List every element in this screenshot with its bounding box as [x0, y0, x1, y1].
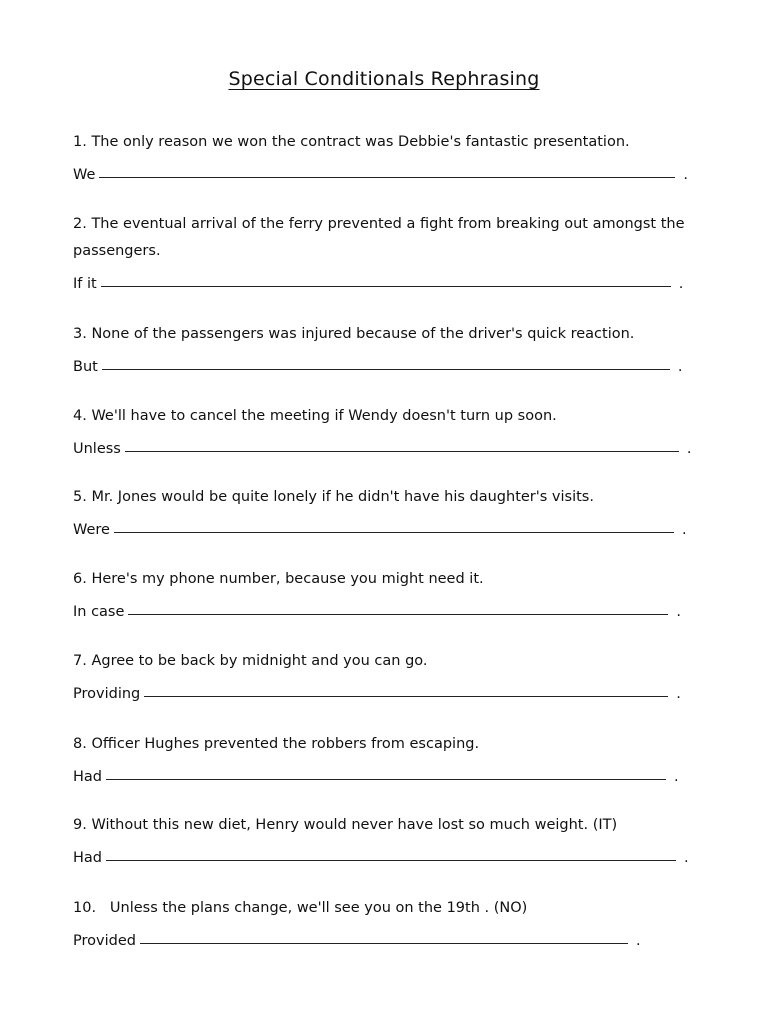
answer-line [73, 348, 693, 375]
exercise-item-8 [73, 731, 693, 785]
answer-line [73, 430, 693, 457]
exercise-prompt: 8. Officer Hughes prevented the robbers from escaping. [73, 736, 480, 752]
answer-line [73, 675, 693, 702]
exercise-item-10 [73, 895, 693, 949]
exercise-item-5 [73, 484, 693, 538]
sentence-period: . [677, 359, 683, 375]
sentence-period: . [683, 167, 689, 183]
exercise-item-7 [73, 648, 693, 702]
answer-blank[interactable] [99, 177, 675, 178]
exercise-prompt: 3. None of the passengers was injured because of the driver's quick reaction. [73, 326, 635, 342]
sentence-starter: Had [73, 850, 102, 866]
answer-blank[interactable] [114, 532, 674, 533]
exercise-prompt: 9. Without this new diet, Henry would never have lost so much weight. (IT) [73, 817, 618, 833]
sentence-starter: Providing [73, 686, 141, 702]
sentence-period: . [684, 850, 689, 866]
answer-line [73, 511, 693, 538]
sentence-starter: In case [73, 604, 125, 620]
sentence-period: . [678, 276, 684, 292]
sentence-starter: We [73, 167, 96, 183]
answer-blank[interactable] [125, 451, 679, 452]
exercise-prompt: 7. Agree to be back by midnight and you can go. [73, 653, 428, 669]
sentence-starter: Unless [73, 441, 121, 457]
sentence-starter: Provided [73, 933, 136, 949]
exercise-item-6 [73, 566, 693, 620]
answer-blank[interactable] [140, 943, 628, 944]
sentence-period: . [686, 441, 692, 457]
answer-line [73, 922, 693, 949]
sentence-period: . [676, 604, 682, 620]
answer-line [73, 156, 693, 183]
exercise-prompt: 4. We'll have to cancel the meeting if Wendy doesn't turn up soon. [73, 408, 557, 424]
answer-line [73, 265, 693, 292]
sentence-starter: Had [73, 769, 102, 785]
exercise-item-2 [73, 211, 693, 292]
answer-blank[interactable] [106, 860, 676, 861]
answer-line [73, 593, 693, 620]
sentence-starter: If it [73, 276, 97, 292]
sentence-starter: But [73, 359, 98, 375]
exercise-item-9 [73, 812, 693, 866]
answer-blank[interactable] [128, 614, 668, 615]
answer-blank[interactable] [102, 369, 670, 370]
exercise-prompt: 5. Mr. Jones would be quite lonely if he didn't have his daughter's visits. [73, 489, 594, 505]
answer-line [73, 839, 693, 866]
sentence-period: . [676, 686, 681, 702]
exercise-item-3 [73, 321, 693, 375]
sentence-period: . [635, 933, 641, 949]
sentence-starter: Were [73, 522, 110, 538]
sentence-period: . [674, 769, 679, 785]
exercise-prompt: 1. The only reason we won the contract was Debbie's fantastic presentation. [73, 134, 630, 150]
exercise-prompt: 6. Here's my phone number, because you might need it. [73, 571, 484, 587]
sentence-period: . [681, 522, 687, 538]
exercise-prompt: 10. Unless the plans change, we'll see you on the 19th . (NO) [73, 900, 528, 916]
page-title: Special Conditionals Rephrasing [228, 68, 540, 90]
answer-line [73, 758, 693, 785]
answer-blank[interactable] [101, 286, 671, 287]
answer-blank[interactable] [144, 696, 668, 697]
answer-blank[interactable] [106, 779, 666, 780]
exercise-item-1 [73, 129, 693, 183]
exercise-prompt: 2. The eventual arrival of the ferry prevented a fight from breaking out amongst the passengers. [73, 216, 685, 259]
exercise-item-4 [73, 403, 693, 457]
